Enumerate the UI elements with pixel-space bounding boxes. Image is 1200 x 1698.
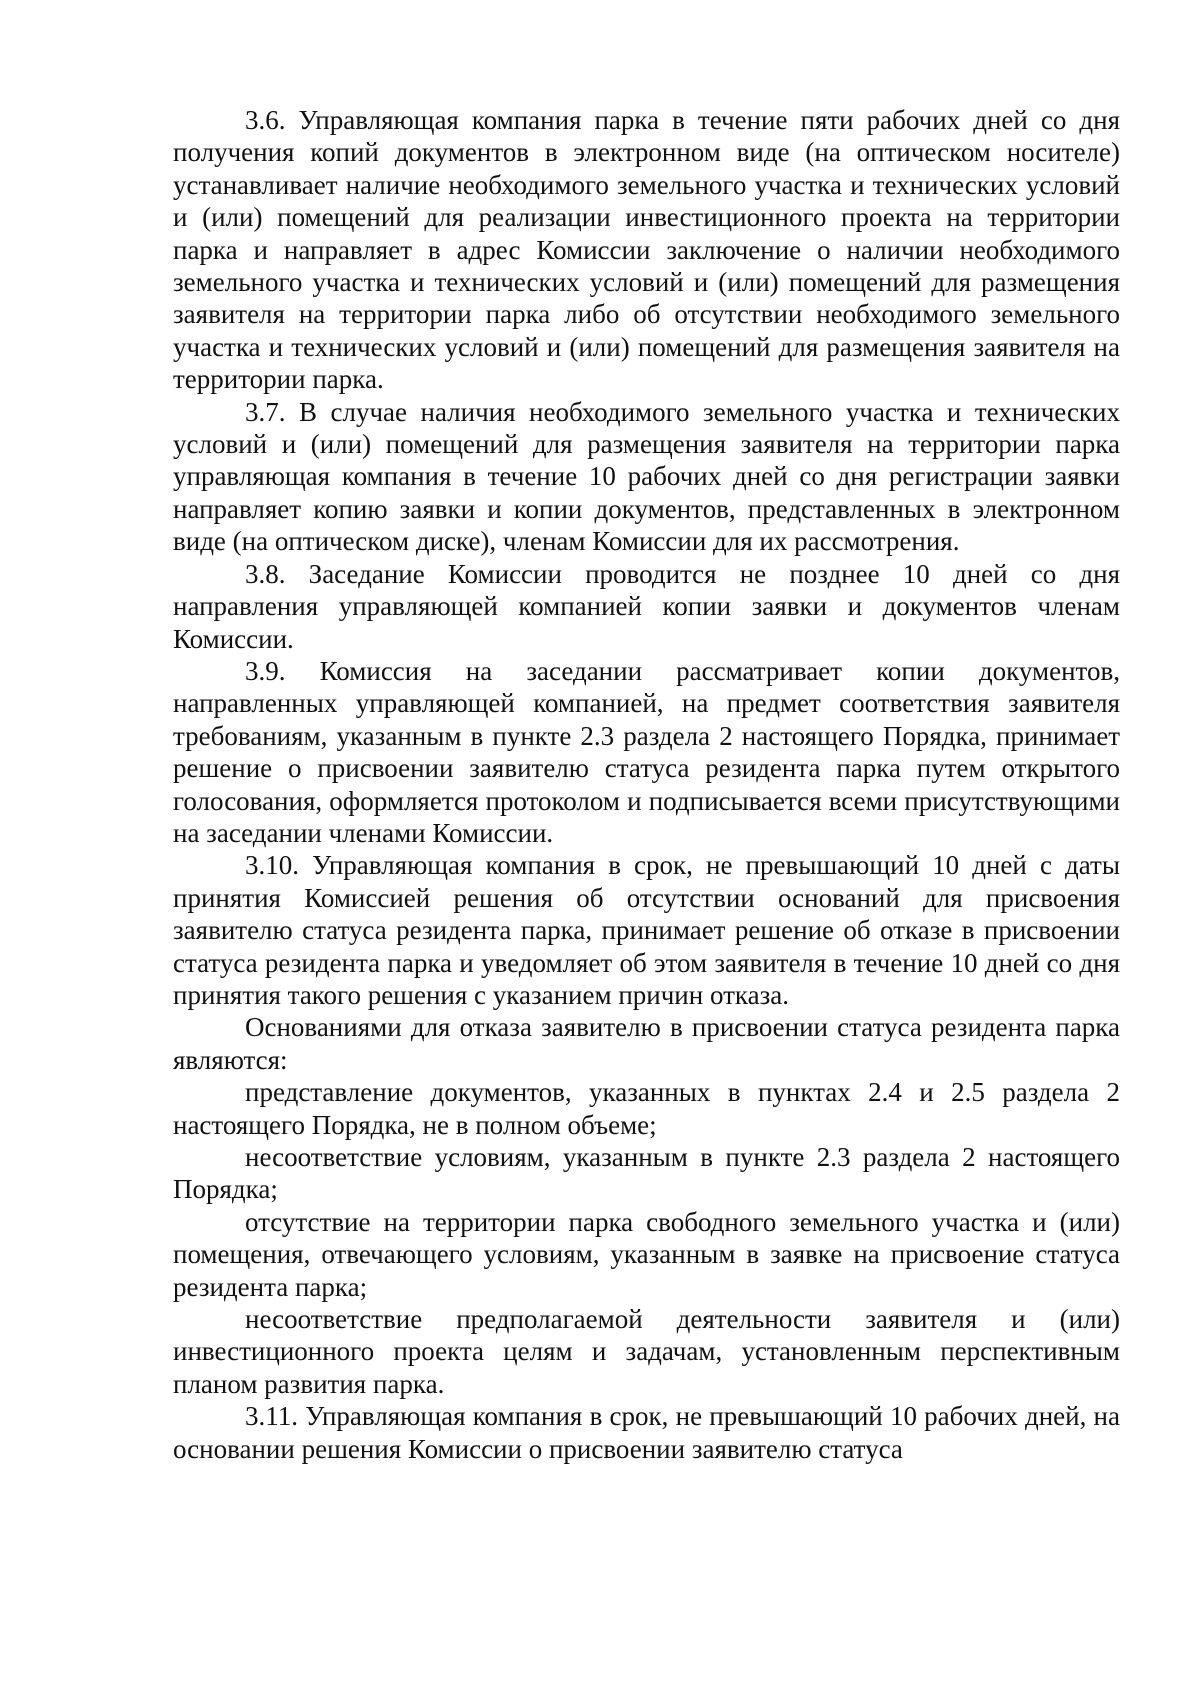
paragraph-3-6: 3.6. Управляющая компания парка в течение пяти рабочих дней со дня получения копий документов в электронном виде (на оптическом носителе) устанавливает наличие необходимого земельного участка и технических условий и (или) помещений для реализации инвестиционного проекта на территории парка и направляет в адрес Комиссии заключение о наличии необходимого земельного участка и технических условий и (или) помещений для размещения заявителя на территории парка либо об отсутствии необходимого земельного участка и технических условий и (или) помещений для размещения заявителя на территории парка. — [173, 105, 1120, 395]
refusal-item-no-free-land: отсутствие на территории парка свободного земельного участка и (или) помещения, отвечающего условиям, указанным в заявке на присвоение статуса резидента парка; — [173, 1206, 1120, 1302]
paragraph-3-7: 3.7. В случае наличия необходимого земельного участка и технических условий и (или) помещений для размещения заявителя на территории парка управляющая компания в течение 10 рабочих дней со дня регистрации заявки направляет копию заявки и копии документов, представленных в электронном виде (на оптическом диске), членам Комиссии для их рассмотрения. — [173, 396, 1120, 557]
paragraph-refusal-grounds: Основаниями для отказа заявителю в присвоении статуса резидента парка являются: — [173, 1012, 1120, 1075]
refusal-item-incomplete-documents: представление документов, указанных в пунктах 2.4 и 2.5 раздела 2 настоящего Порядка, не в полном объеме; — [173, 1077, 1120, 1140]
paragraph-3-9: 3.9. Комиссия на заседании рассматривает копии документов, направленных управляющей компанией, на предмет соответствия заявителя требованиям, указанным в пункте 2.3 раздела 2 настоящего Порядка, принимает решение о присвоении заявителю статуса резидента парка путем открытого голосования, оформляется протоколом и подписывается всеми присутствующими на заседании членами Комиссии. — [173, 655, 1120, 848]
refusal-item-goal-mismatch: несоответствие предполагаемой деятельности заявителя и (или) инвестиционного проекта целям и задачам, установленным перспективным планом развития парка. — [173, 1304, 1120, 1399]
paragraph-3-10: 3.10. Управляющая компания в срок, не превышающий 10 дней с даты принятия Комиссией решения об отсутствии оснований для присвоения заявителю статуса резидента парка, принимает решение об отказе в присвоении статуса резидента парка и уведомляет об этом заявителя в течение 10 дней со дня принятия такого решения с указанием причин отказа. — [173, 850, 1120, 1010]
document-page — [173, 104, 1120, 1465]
refusal-item-condition-mismatch: несоответствие условиям, указанным в пункте 2.3 раздела 2 настоящего Порядка; — [173, 1142, 1120, 1205]
paragraph-3-8: 3.8. Заседание Комиссии проводится не позднее 10 дней со дня направления управляющей компанией копии заявки и документов членам Комиссии. — [173, 558, 1120, 654]
paragraph-3-11: 3.11. Управляющая компания в срок, не превышающий 10 рабочих дней, на основании решения Комиссии о присвоении заявителю статуса — [173, 1401, 1120, 1464]
